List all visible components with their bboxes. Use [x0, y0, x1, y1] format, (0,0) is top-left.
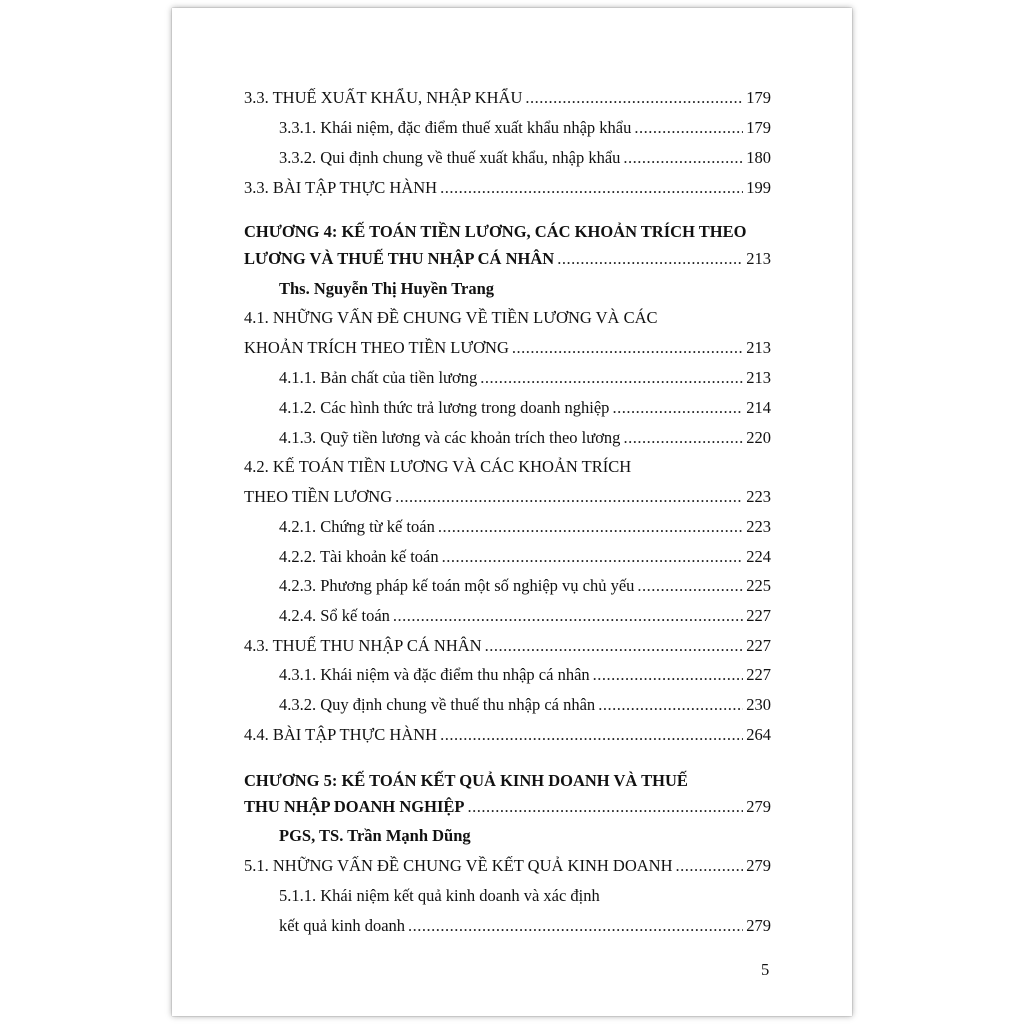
dot-leader — [395, 485, 743, 509]
toc-page-number: 224 — [746, 547, 771, 566]
toc-page-number: 279 — [746, 797, 771, 816]
toc-entry-label: THEO TIỀN LƯƠNG — [244, 487, 393, 506]
book-page — [172, 8, 852, 1016]
chapter-4-title-line1: CHƯƠNG 4: KẾ TOÁN TIỀN LƯƠNG, CÁC KHOẢN TRÍCH THEO — [244, 222, 747, 241]
toc-entry-4-3 — [244, 634, 771, 658]
dot-leader — [598, 693, 743, 717]
toc-entry-4-3-1 — [279, 663, 771, 687]
toc-entry-chapter-5 — [244, 795, 771, 819]
toc-entry-label: kết quả kinh doanh — [279, 916, 406, 935]
toc-page-number: 225 — [746, 576, 771, 595]
toc-page-number: 213 — [746, 368, 771, 387]
toc-entry-label: 4.2.4. Sổ kế toán — [279, 606, 390, 625]
chapter-5-author: PGS, TS. Trần Mạnh Dũng — [279, 826, 471, 845]
toc-entry-4-3-2 — [279, 693, 771, 717]
toc-page-number: 227 — [746, 665, 771, 684]
toc-entry-3-3-1 — [279, 116, 771, 140]
toc-page-number: 264 — [746, 725, 771, 744]
toc-entry-4-1-1 — [279, 366, 771, 390]
dot-leader — [593, 663, 744, 687]
toc-page-number: 227 — [746, 636, 771, 655]
dot-leader — [676, 854, 744, 878]
toc-entry-label: 3.3. THUẾ XUẤT KHẨU, NHẬP KHẨU — [244, 88, 523, 107]
toc-page-number: 180 — [746, 148, 771, 167]
toc-page-number: 227 — [746, 606, 771, 625]
dot-leader — [557, 247, 743, 271]
toc-entry-label: 4.1.3. Quỹ tiền lương và các khoản trích theo lương — [279, 428, 621, 447]
toc-page-number: 213 — [746, 249, 771, 268]
toc-entry-label: 4.3. THUẾ THU NHẬP CÁ NHÂN — [244, 636, 482, 655]
dot-leader — [408, 914, 743, 938]
toc-entry-4-2 — [244, 485, 771, 509]
toc-entry-4-2-4 — [279, 604, 771, 628]
dot-leader — [612, 396, 743, 420]
toc-page-number: 179 — [746, 118, 771, 137]
table-of-contents — [172, 8, 852, 1016]
toc-entry-3-3-2 — [279, 146, 771, 170]
page-number: 5 — [761, 960, 770, 979]
dot-leader — [440, 176, 743, 200]
dot-leader — [634, 116, 743, 140]
chapter-5-title-line1: CHƯƠNG 5: KẾ TOÁN KẾT QUẢ KINH DOANH VÀ THUẾ — [244, 771, 688, 790]
toc-entry-4-2-3 — [279, 574, 771, 598]
toc-entry-label: 4.4. BÀI TẬP THỰC HÀNH — [244, 725, 438, 744]
toc-entry-label: 4.1.1. Bản chất của tiền lương — [279, 368, 478, 387]
toc-page-number: 223 — [746, 487, 771, 506]
toc-entry-3-3 — [244, 86, 771, 110]
dot-leader — [480, 366, 743, 390]
dot-leader — [438, 515, 743, 539]
section-4-1-title-line1: 4.1. NHỮNG VẤN ĐỀ CHUNG VỀ TIỀN LƯƠNG VÀ CÁC — [244, 308, 658, 327]
dot-leader — [485, 634, 744, 658]
toc-entry-4-1-3 — [279, 426, 771, 450]
toc-page-number: 223 — [746, 517, 771, 536]
toc-page-number: 213 — [746, 338, 771, 357]
toc-entry-3-3-exercises — [244, 176, 771, 200]
toc-page-number: 279 — [746, 916, 771, 935]
toc-entry-label: 3.3.2. Qui định chung về thuế xuất khẩu, nhập khẩu — [279, 148, 621, 167]
chapter-4-author: Ths. Nguyễn Thị Huyền Trang — [279, 279, 495, 298]
toc-page-number: 199 — [746, 178, 771, 197]
toc-page-number: 230 — [746, 695, 771, 714]
toc-entry-label: KHOẢN TRÍCH THEO TIỀN LƯƠNG — [244, 338, 509, 357]
toc-entry-label: 4.2.2. Tài khoản kế toán — [279, 547, 439, 566]
toc-entry-label: LƯƠNG VÀ THUẾ THU NHẬP CÁ NHÂN — [244, 249, 555, 268]
toc-entry-label: 3.3.1. Khái niệm, đặc điểm thuế xuất khẩu nhập khẩu — [279, 118, 632, 137]
toc-entry-label: 4.2.3. Phương pháp kế toán một số nghiệp vụ chủ yếu — [279, 576, 635, 595]
toc-entry-chapter-4 — [244, 247, 771, 271]
toc-entry-5-1-1 — [279, 914, 771, 938]
dot-leader — [440, 723, 743, 747]
toc-page-number: 214 — [746, 398, 771, 417]
toc-entry-5-1 — [244, 854, 771, 878]
dot-leader — [637, 574, 743, 598]
toc-entry-label: 3.3. BÀI TẬP THỰC HÀNH — [244, 178, 438, 197]
toc-entry-4-1 — [244, 336, 771, 360]
dot-leader — [393, 604, 743, 628]
toc-entry-4-2-2 — [279, 545, 771, 569]
toc-entry-4-2-1 — [279, 515, 771, 539]
toc-page-number: 279 — [746, 856, 771, 875]
dot-leader — [525, 86, 743, 110]
section-4-2-title-line1: 4.2. KẾ TOÁN TIỀN LƯƠNG VÀ CÁC KHOẢN TRÍCH — [244, 457, 632, 476]
section-5-1-1-title-line1: 5.1.1. Khái niệm kết quả kinh doanh và xác định — [279, 886, 600, 905]
toc-entry-label: 4.3.2. Quy định chung về thuế thu nhập cá nhân — [279, 695, 596, 714]
toc-page-number: 220 — [746, 428, 771, 447]
toc-entry-label: THU NHẬP DOANH NGHIỆP — [244, 797, 465, 816]
toc-entry-4-1-2 — [279, 396, 771, 420]
toc-entry-label: 4.2.1. Chứng từ kế toán — [279, 517, 435, 536]
dot-leader — [623, 146, 743, 170]
toc-entry-label: 4.3.1. Khái niệm và đặc điểm thu nhập cá nhân — [279, 665, 590, 684]
dot-leader — [442, 545, 744, 569]
toc-page-number: 179 — [746, 88, 771, 107]
toc-entry-label: 5.1. NHỮNG VẤN ĐỀ CHUNG VỀ KẾT QUẢ KINH DOANH — [244, 856, 673, 875]
toc-entry-4-4 — [244, 723, 771, 747]
dot-leader — [512, 336, 743, 360]
dot-leader — [623, 426, 743, 450]
toc-entry-label: 4.1.2. Các hình thức trả lương trong doanh nghiệp — [279, 398, 610, 417]
dot-leader — [467, 795, 743, 819]
